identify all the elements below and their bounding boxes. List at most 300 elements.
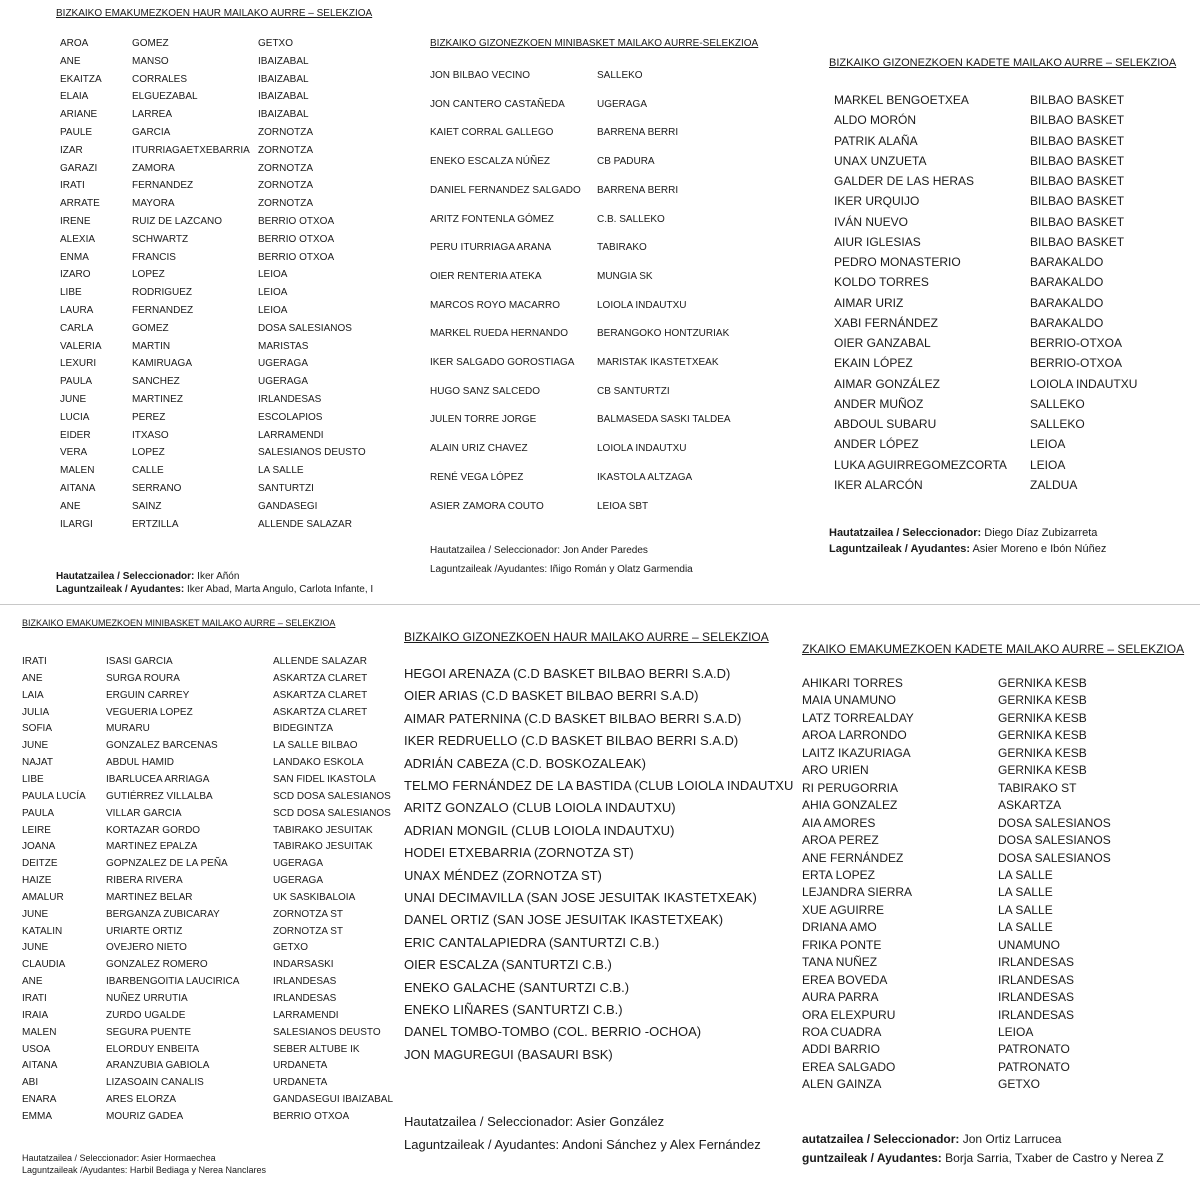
first-name: ANE bbox=[60, 55, 81, 67]
selector-label: autatzailea / Seleccionador: bbox=[802, 1132, 960, 1146]
player-entry: DANEL ORTIZ (SAN JOSE JESUITAK IKASTETXEAK) bbox=[404, 912, 724, 928]
club: PATRONATO bbox=[998, 1059, 1070, 1074]
surname: ITXASO bbox=[132, 429, 169, 441]
first-name: ANE bbox=[22, 672, 43, 684]
selector-value: Diego Díaz Zubizarreta bbox=[981, 527, 1098, 539]
club: DOSA SALESIANOS bbox=[998, 815, 1111, 830]
player-entry: UNAX MÉNDEZ (ZORNOTZA ST) bbox=[404, 867, 602, 883]
surname: RODRIGUEZ bbox=[132, 287, 192, 299]
assistants-line bbox=[802, 1151, 1164, 1165]
first-name: LAURA bbox=[60, 305, 94, 316]
player-name: EREA SALGADO bbox=[802, 1059, 896, 1074]
surname: ZURDO UGALDE bbox=[106, 1009, 186, 1021]
surname: SERRANO bbox=[132, 483, 182, 494]
surname: MANSO bbox=[132, 55, 169, 67]
player-name: IKER URQUIJO bbox=[834, 194, 920, 209]
player-entry: ADRIÁN CABEZA (C.D. BOSKOZALEAK) bbox=[404, 755, 646, 771]
surname: MURARU bbox=[106, 723, 150, 735]
player-name: JULEN TORRE JORGE bbox=[430, 414, 537, 426]
surname: SEGURA PUENTE bbox=[106, 1026, 192, 1038]
selector-label: Hautatzailea / Seleccionador: bbox=[829, 527, 982, 539]
assistants-line bbox=[56, 584, 373, 595]
club: TABIRAKO ST bbox=[998, 780, 1077, 795]
club: LANDAKO ESKOLA bbox=[273, 757, 364, 769]
club: LA SALLE bbox=[998, 885, 1053, 900]
club: BILBAO BASKET bbox=[1030, 113, 1125, 128]
club: BILBAO BASKET bbox=[1030, 214, 1125, 229]
player-name: LUKA AGUIRREGOMEZCORTA bbox=[834, 457, 1007, 472]
first-name: LEIRE bbox=[22, 824, 51, 836]
player-name: ENEKO ESCALZA NÚÑEZ bbox=[430, 156, 551, 168]
first-name: EIDER bbox=[60, 429, 91, 441]
club: TABIRAKO JESUITAK bbox=[273, 824, 373, 836]
club: LEIOA bbox=[258, 287, 288, 299]
first-name: CLAUDIA bbox=[22, 959, 66, 971]
club: BERRIO OTXOA bbox=[273, 1110, 350, 1122]
first-name: IZARO bbox=[60, 269, 91, 281]
club: GERNIKA KESB bbox=[998, 763, 1087, 778]
first-name: AROA bbox=[60, 38, 89, 49]
club: SCD DOSA SALESIANOS bbox=[273, 790, 391, 802]
first-name: ALEXIA bbox=[60, 233, 96, 245]
selector-line bbox=[829, 527, 1097, 539]
first-name: VALERIA bbox=[60, 340, 102, 352]
first-name: EKAITZA bbox=[60, 73, 102, 85]
player-name: PEDRO MONASTERIO bbox=[834, 255, 961, 269]
surname: ARES ELORZA bbox=[106, 1094, 177, 1106]
first-name: LIBE bbox=[22, 773, 44, 785]
player-name: FRIKA PONTE bbox=[802, 937, 882, 952]
surname: ELORDUY ENBEITA bbox=[106, 1043, 199, 1055]
surname: GONZALEZ ROMERO bbox=[106, 959, 208, 971]
surname: ITURRIAGAETXEBARRIA bbox=[132, 144, 250, 156]
surname: GOMEZ bbox=[132, 38, 169, 49]
surname: FERNANDEZ bbox=[132, 180, 194, 192]
club: SANTURTZI bbox=[258, 483, 314, 494]
club: BILBAO BASKET bbox=[1030, 194, 1125, 209]
club: BERRIO-OTXOA bbox=[1030, 356, 1123, 371]
first-name: AITANA bbox=[22, 1060, 58, 1072]
selector-value: Iker Añón bbox=[194, 571, 240, 582]
player-name: EKAIN LÓPEZ bbox=[834, 356, 913, 371]
player-entry: TELMO FERNÁNDEZ DE LA BASTIDA (CLUB LOIOLA INDAUTXU bbox=[404, 778, 794, 793]
surname: GOMEZ bbox=[132, 322, 169, 334]
selector-value: Jon Ortiz Larrucea bbox=[959, 1132, 1062, 1146]
player-name: PERU ITURRIAGA ARANA bbox=[430, 242, 552, 254]
selector-line: Hautatzailea / Seleccionador: Asier González bbox=[404, 1114, 665, 1129]
surname: RUIZ DE LAZCANO bbox=[132, 216, 223, 227]
player-name: RENÉ VEGA LÓPEZ bbox=[430, 471, 524, 483]
assistants-label: Laguntzaileak / Ayudantes: bbox=[829, 543, 970, 555]
surname: LIZASOAIN CANALIS bbox=[106, 1077, 204, 1089]
club: IBAIZABAL bbox=[258, 73, 309, 85]
club: LA SALLE bbox=[998, 902, 1053, 917]
player-name: ALDO MORÓN bbox=[834, 113, 917, 128]
roster-list bbox=[396, 666, 798, 1076]
player-name: XABI FERNÁNDEZ bbox=[834, 315, 939, 330]
first-name: NAJAT bbox=[22, 757, 53, 769]
player-name: HUGO SANZ SALCEDO bbox=[430, 385, 541, 397]
panel-boys-haur bbox=[396, 610, 798, 1200]
player-name: DRIANA AMO bbox=[802, 920, 877, 935]
first-name: JUNE bbox=[22, 908, 49, 920]
first-name: PAULA bbox=[60, 376, 93, 388]
roster-list bbox=[800, 93, 1200, 503]
club: GERNIKA KESB bbox=[998, 728, 1087, 743]
club: ALLENDE SALAZAR bbox=[273, 656, 367, 667]
club: BILBAO BASKET bbox=[1030, 174, 1125, 188]
club: CB SANTURTZI bbox=[597, 385, 670, 397]
player-name: TANA NUÑEZ bbox=[802, 955, 878, 970]
club: DOSA SALESIANOS bbox=[258, 322, 352, 334]
panel-boys-minibasket bbox=[400, 0, 800, 602]
surname: LARREA bbox=[132, 109, 173, 121]
club: ZORNOTZA bbox=[258, 144, 313, 156]
club: IKASTOLA ALTZAGA bbox=[597, 471, 693, 483]
club: DOSA SALESIANOS bbox=[998, 833, 1111, 848]
club: CB PADURA bbox=[597, 156, 655, 168]
first-name: KATALIN bbox=[22, 925, 63, 937]
player-entry: HEGOI ARENAZA (C.D BASKET BILBAO BERRI S.A.D) bbox=[404, 666, 731, 681]
surname: VILLAR GARCIA bbox=[106, 807, 182, 819]
assistants-line: Laguntzaileak / Ayudantes: Andoni Sánchez y Alex Fernández bbox=[404, 1137, 761, 1152]
first-name: EMMA bbox=[22, 1110, 52, 1122]
club: LA SALLE bbox=[258, 465, 304, 477]
panel-title: BIZKAIKO GIZONEZKOEN HAUR MAILAKO AURRE – SELEKZIOA bbox=[404, 630, 769, 644]
club: LEIOA bbox=[1030, 457, 1066, 472]
player-name: IVÁN NUEVO bbox=[834, 214, 909, 229]
club: UK SASKIBALOIA bbox=[273, 891, 356, 903]
player-name: ROA CUADRA bbox=[802, 1025, 882, 1039]
club: SEBER ALTUBE IK bbox=[273, 1043, 360, 1055]
assistants-line bbox=[829, 543, 1106, 555]
first-name: IRAIA bbox=[22, 1009, 49, 1021]
first-name: USOA bbox=[22, 1043, 51, 1055]
club: DOSA SALESIANOS bbox=[998, 850, 1111, 865]
panel-title: BIZKAIKO GIZONEZKOEN MINIBASKET MAILAKO AURRE-SELEKZIOA bbox=[430, 38, 759, 49]
club: SALLEKO bbox=[597, 70, 643, 81]
player-name: RI PERUGORRIA bbox=[802, 780, 899, 795]
player-name: AROA LARRONDO bbox=[802, 728, 907, 743]
club: IRLANDESAS bbox=[998, 955, 1075, 970]
player-name: ANE FERNÁNDEZ bbox=[802, 850, 904, 865]
club: ZORNOTZA ST bbox=[273, 925, 343, 937]
player-name: AROA PEREZ bbox=[802, 833, 879, 848]
player-name: AIMAR GONZÁLEZ bbox=[834, 376, 941, 391]
club: GETXO bbox=[998, 1077, 1041, 1092]
first-name: PAULA LUCÍA bbox=[22, 790, 86, 802]
club: GERNIKA KESB bbox=[998, 710, 1087, 725]
player-name: ASIER ZAMORA COUTO bbox=[430, 500, 544, 512]
club: TABIRAKO bbox=[597, 242, 647, 254]
club: BERRIO OTXOA bbox=[258, 216, 335, 227]
player-entry: ERIC CANTALAPIEDRA (SANTURTZI C.B.) bbox=[404, 934, 660, 950]
panel-title: BIZKAIKO EMAKUMEZKOEN MINIBASKET MAILAKO AURRE – SELEKZIOA bbox=[22, 618, 336, 628]
club: BILBAO BASKET bbox=[1030, 153, 1125, 168]
club: BERRIO OTXOA bbox=[258, 251, 335, 263]
surname: ELGUEZABAL bbox=[132, 91, 198, 103]
selector-line bbox=[56, 571, 239, 582]
assistants-line: Laguntzaileak /Ayudantes: Iñigo Román y Olatz Garmendia bbox=[430, 564, 693, 575]
first-name: LEXURI bbox=[60, 358, 97, 370]
player-entry: HODEI ETXEBARRIA (ZORNOTZA ST) bbox=[404, 845, 634, 861]
club: LEIOA bbox=[258, 305, 288, 316]
first-name: JUNE bbox=[60, 394, 87, 405]
club: BALMASEDA SASKI TALDEA bbox=[597, 414, 731, 426]
first-name: VERA bbox=[60, 447, 88, 459]
first-name: ABI bbox=[22, 1077, 39, 1089]
club: BERRIO-OTXOA bbox=[1030, 336, 1123, 350]
first-name: ANE bbox=[60, 500, 81, 512]
club: ZORNOTZA bbox=[258, 180, 313, 192]
player-name: MAIA UNAMUNO bbox=[802, 693, 897, 708]
player-name: EREA BOVEDA bbox=[802, 972, 888, 987]
surname: FRANCIS bbox=[132, 251, 176, 263]
player-name: KAIET CORRAL GALLEGO bbox=[430, 127, 554, 139]
surname: VEGUERIA LOPEZ bbox=[106, 706, 193, 718]
first-name: JUNE bbox=[22, 740, 49, 752]
player-name: MARKEL BENGOETXEA bbox=[834, 93, 969, 107]
surname: ERGUIN CARREY bbox=[106, 689, 190, 701]
first-name: PAULA bbox=[22, 807, 55, 819]
club: ASKARTZA bbox=[998, 798, 1062, 813]
surname: GUTIÉRREZ VILLALBA bbox=[106, 790, 213, 802]
surname: SAINZ bbox=[132, 500, 162, 512]
club: LEIOA bbox=[998, 1025, 1034, 1039]
club: IRLANDESAS bbox=[258, 394, 322, 405]
surname: ABDUL HAMID bbox=[106, 757, 174, 769]
first-name: CARLA bbox=[60, 322, 94, 334]
player-name: ALEN GAINZA bbox=[802, 1077, 882, 1092]
first-name: IRENE bbox=[60, 216, 91, 227]
club: ZORNOTZA bbox=[258, 162, 313, 174]
club: BARAKALDO bbox=[1030, 295, 1104, 310]
surname: CORRALES bbox=[132, 73, 188, 85]
roster-list bbox=[0, 656, 396, 1136]
club: URDANETA bbox=[273, 1060, 328, 1072]
club: BARRENA BERRI bbox=[597, 127, 679, 139]
surname: URIARTE ORTIZ bbox=[106, 925, 183, 937]
player-name: ABDOUL SUBARU bbox=[834, 417, 937, 431]
club: GANDASEGUI IBAIZABAL bbox=[273, 1094, 394, 1106]
surname: LOPEZ bbox=[132, 269, 165, 281]
club: IRLANDESAS bbox=[998, 972, 1075, 987]
club: ESCOLAPIOS bbox=[258, 411, 323, 423]
player-name: ANDER MUÑOZ bbox=[834, 396, 924, 411]
player-name: IKER ALARCÓN bbox=[834, 477, 923, 492]
first-name: ELAIA bbox=[60, 91, 89, 103]
player-entry: ENEKO GALACHE (SANTURTZI C.B.) bbox=[404, 979, 630, 995]
club: IRLANDESAS bbox=[273, 993, 337, 1004]
club: BIDEGINTZA bbox=[273, 723, 334, 735]
club: ZORNOTZA bbox=[258, 198, 313, 210]
assistants-value: Borja Sarria, Txaber de Castro y Nerea Z bbox=[941, 1151, 1164, 1165]
club: UGERAGA bbox=[273, 875, 324, 887]
player-name: AIA AMORES bbox=[802, 815, 876, 830]
surname: SCHWARTZ bbox=[132, 233, 189, 245]
assistants-value: Iker Abad, Marta Angulo, Carlota Infante, I bbox=[184, 584, 374, 595]
club: SALLEKO bbox=[1030, 417, 1085, 431]
first-name: ENMA bbox=[60, 251, 89, 263]
club: URDANETA bbox=[273, 1077, 328, 1089]
club: ZORNOTZA ST bbox=[273, 908, 343, 920]
first-name: SOFIA bbox=[22, 723, 53, 735]
first-name: IZAR bbox=[60, 144, 83, 156]
club: GERNIKA KESB bbox=[998, 693, 1087, 708]
club: UGERAGA bbox=[273, 858, 324, 870]
player-name: UNAX UNZUETA bbox=[834, 153, 927, 168]
club: ZALDUA bbox=[1030, 477, 1078, 492]
club: IBAIZABAL bbox=[258, 91, 309, 103]
first-name: MALEN bbox=[60, 465, 95, 477]
roster-list bbox=[0, 38, 400, 538]
player-entry: DANEL TOMBO-TOMBO (COL. BERRIO -OCHOA) bbox=[404, 1024, 702, 1040]
surname: ISASI GARCIA bbox=[106, 656, 173, 667]
club: UGERAGA bbox=[258, 376, 309, 388]
panel-title: BIZKAIKO GIZONEZKOEN KADETE MAILAKO AURRE – SELEKZIOA bbox=[829, 57, 1177, 69]
surname: MOURIZ GADEA bbox=[106, 1110, 184, 1122]
club: BARAKALDO bbox=[1030, 275, 1104, 290]
assistants-line: Laguntzaileak /Ayudantes: Harbil Bediaga y Nerea Nanclares bbox=[22, 1165, 266, 1175]
player-entry: UNAI DECIMAVILLA (SAN JOSE JESUITAK IKASTETXEAK) bbox=[404, 890, 757, 905]
player-name: AIUR IGLESIAS bbox=[834, 234, 921, 249]
selector-line: Hautatzailea / Seleccionador: Asier Hormaechea bbox=[22, 1153, 216, 1163]
selector-label: Hautatzailea / Seleccionador: bbox=[56, 571, 195, 582]
divider-horizontal bbox=[0, 604, 1200, 605]
first-name: IRATI bbox=[22, 993, 47, 1004]
player-name: ARITZ FONTENLA GÓMEZ bbox=[430, 213, 554, 225]
surname: MARTINEZ BELAR bbox=[106, 891, 193, 903]
club: BARAKALDO bbox=[1030, 255, 1104, 269]
surname: MARTINEZ EPALZA bbox=[106, 841, 198, 853]
player-name: LATZ TORREALDAY bbox=[802, 710, 914, 725]
player-name: AHIKARI TORRES bbox=[802, 676, 903, 690]
club: INDARSASKI bbox=[273, 959, 334, 971]
first-name: PAULE bbox=[60, 127, 93, 138]
player-name: GALDER DE LAS HERAS bbox=[834, 174, 975, 188]
surname: ZAMORA bbox=[132, 162, 175, 174]
club: BARAKALDO bbox=[1030, 315, 1104, 330]
first-name: ANE bbox=[22, 976, 43, 988]
surname: SANCHEZ bbox=[132, 376, 180, 388]
club: LARRAMENDI bbox=[258, 429, 324, 441]
club: LA SALLE bbox=[998, 920, 1053, 935]
surname: SURGA ROURA bbox=[106, 672, 180, 684]
club: UNAMUNO bbox=[998, 937, 1060, 952]
surname: MARTINEZ bbox=[132, 394, 183, 405]
surname: IBARBENGOITIA LAUCIRICA bbox=[106, 976, 240, 988]
club: GETXO bbox=[258, 38, 294, 49]
club: ALLENDE SALAZAR bbox=[258, 518, 352, 530]
first-name: GARAZI bbox=[60, 162, 98, 174]
player-name: ERTA LOPEZ bbox=[802, 867, 875, 882]
roster-list bbox=[400, 70, 800, 530]
player-entry: OIER ESCALZA (SANTURTZI C.B.) bbox=[404, 957, 612, 973]
club: SCD DOSA SALESIANOS bbox=[273, 807, 391, 819]
player-name: PATRIK ALAÑA bbox=[834, 133, 918, 148]
club: IBAIZABAL bbox=[258, 55, 309, 67]
first-name: JULIA bbox=[22, 706, 50, 718]
club: C.B. SALLEKO bbox=[597, 213, 665, 225]
surname: IBARLUCEA ARRIAGA bbox=[106, 773, 210, 785]
player-entry: OIER ARIAS (C.D BASKET BILBAO BERRI S.A.D) bbox=[404, 688, 699, 704]
first-name: HAIZE bbox=[22, 875, 52, 887]
club: UGERAGA bbox=[258, 358, 309, 370]
surname: KORTAZAR GORDO bbox=[106, 824, 201, 836]
player-name: ARO URIEN bbox=[802, 763, 869, 778]
player-entry: AIMAR PATERNINA (C.D BASKET BILBAO BERRI S.A.D) bbox=[404, 710, 742, 726]
player-entry: ENEKO LIÑARES (SANTURTZI C.B.) bbox=[404, 1002, 623, 1017]
surname: KAMIRUAGA bbox=[132, 358, 193, 370]
first-name: AITANA bbox=[60, 483, 96, 494]
surname: FERNANDEZ bbox=[132, 305, 194, 316]
selector-line: Hautatzailea / Seleccionador: Jon Ander Paredes bbox=[430, 545, 648, 556]
assistants-label: Laguntzaileak / Ayudantes: bbox=[56, 584, 185, 595]
club: LEIOA bbox=[1030, 437, 1066, 452]
club: BERANGOKO HONTZURIAK bbox=[597, 328, 730, 340]
player-name: ORA ELEXPURU bbox=[802, 1007, 896, 1022]
club: MUNGIA SK bbox=[597, 270, 653, 282]
first-name: JOANA bbox=[22, 841, 56, 853]
club: PATRONATO bbox=[998, 1042, 1070, 1057]
club: TABIRAKO JESUITAK bbox=[273, 841, 373, 853]
player-name: ALAIN URIZ CHAVEZ bbox=[430, 443, 528, 455]
player-name: JON CANTERO CASTAÑEDA bbox=[430, 98, 565, 110]
player-name: DANIEL FERNANDEZ SALGADO bbox=[430, 184, 581, 196]
club: BILBAO BASKET bbox=[1030, 234, 1125, 249]
club: LA SALLE BILBAO bbox=[273, 740, 358, 752]
player-name: AHIA GONZALEZ bbox=[802, 798, 898, 813]
player-name: ANDER LÓPEZ bbox=[834, 437, 919, 452]
first-name: ENARA bbox=[22, 1094, 57, 1106]
club: LA SALLE bbox=[998, 867, 1053, 882]
club: BILBAO BASKET bbox=[1030, 93, 1125, 107]
player-name: XUE AGUIRRE bbox=[802, 902, 885, 917]
surname: MAYORA bbox=[132, 198, 175, 210]
first-name: ARIANE bbox=[60, 109, 98, 121]
first-name: LAIA bbox=[22, 689, 44, 701]
player-entry: ARITZ GONZALO (CLUB LOIOLA INDAUTXU) bbox=[404, 800, 676, 816]
surname: GOPNZALEZ DE LA PEÑA bbox=[106, 858, 228, 870]
surname: OVEJERO NIETO bbox=[106, 942, 187, 954]
club: IRLANDESAS bbox=[998, 1007, 1075, 1022]
first-name: IRATI bbox=[22, 656, 47, 667]
club: BARRENA BERRI bbox=[597, 184, 679, 196]
first-name: AMALUR bbox=[22, 891, 64, 903]
panel-title: BIZKAIKO EMAKUMEZKOEN HAUR MAILAKO AURRE – SELEKZIOA bbox=[56, 8, 373, 19]
surname: LOPEZ bbox=[132, 447, 165, 459]
club: ZORNOTZA bbox=[258, 127, 313, 138]
first-name: LUCIA bbox=[60, 411, 90, 423]
club: MARISTAK IKASTETXEAK bbox=[597, 357, 719, 368]
panel-title: ZKAIKO EMAKUMEZKOEN KADETE MAILAKO AURRE – SELEKZIOA bbox=[802, 642, 1185, 656]
player-name: LEJANDRA SIERRA bbox=[802, 885, 913, 900]
surname: BERGANZA ZUBICARAY bbox=[106, 908, 220, 920]
player-name: MARCOS ROYO MACARRO bbox=[430, 299, 561, 311]
club: IRLANDESAS bbox=[273, 976, 337, 988]
first-name: ILARGI bbox=[60, 518, 93, 530]
player-name: JON BILBAO VECINO bbox=[430, 70, 531, 81]
first-name: LIBE bbox=[60, 287, 82, 299]
first-name: ARRATE bbox=[60, 198, 100, 210]
club: SALESIANOS DEUSTO bbox=[258, 447, 366, 459]
club: IBAIZABAL bbox=[258, 109, 309, 121]
player-name: IKER SALGADO GOROSTIAGA bbox=[430, 357, 575, 368]
first-name: MALEN bbox=[22, 1026, 57, 1038]
surname: MARTIN bbox=[132, 340, 171, 352]
surname: GONZALEZ BARCENAS bbox=[106, 740, 218, 752]
club: SALLEKO bbox=[1030, 396, 1085, 411]
